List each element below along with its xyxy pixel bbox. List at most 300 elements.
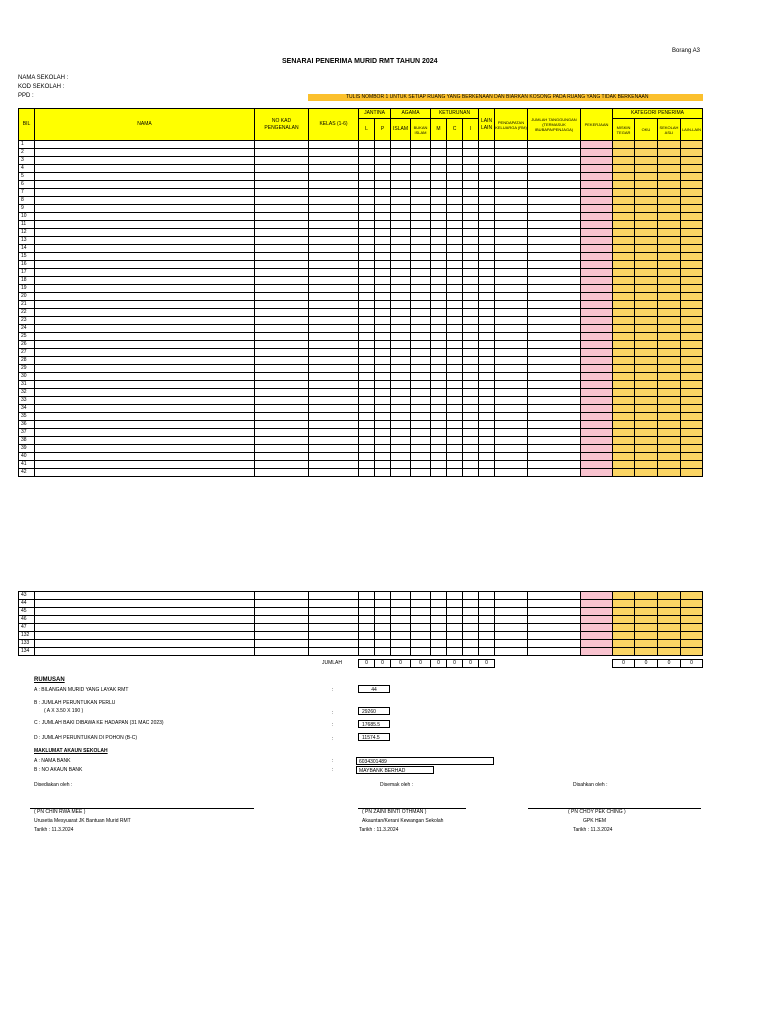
table-cell[interactable]	[375, 381, 391, 389]
table-cell[interactable]	[635, 285, 658, 293]
table-cell[interactable]	[528, 277, 581, 285]
table-cell[interactable]	[447, 277, 463, 285]
table-cell[interactable]	[528, 333, 581, 341]
table-cell[interactable]	[375, 421, 391, 429]
table-cell[interactable]	[658, 157, 681, 165]
table-cell[interactable]	[255, 365, 309, 373]
table-cell[interactable]	[35, 293, 255, 301]
table-cell[interactable]	[391, 389, 411, 397]
table-cell[interactable]	[375, 213, 391, 221]
table-cell[interactable]	[359, 189, 375, 197]
table-cell[interactable]	[613, 301, 635, 309]
table-cell[interactable]	[309, 648, 359, 656]
table-cell[interactable]	[528, 285, 581, 293]
table-cell[interactable]	[35, 181, 255, 189]
table-cell[interactable]	[463, 149, 479, 157]
table-cell[interactable]	[495, 632, 528, 640]
table-cell[interactable]	[411, 213, 431, 221]
table-cell[interactable]	[255, 157, 309, 165]
table-cell[interactable]	[635, 333, 658, 341]
table-cell[interactable]	[681, 648, 703, 656]
table-cell[interactable]	[255, 381, 309, 389]
table-cell[interactable]	[495, 301, 528, 309]
table-cell[interactable]	[255, 421, 309, 429]
table-cell[interactable]	[681, 141, 703, 149]
table-cell[interactable]	[309, 341, 359, 349]
table-cell[interactable]	[658, 309, 681, 317]
table-cell[interactable]	[255, 277, 309, 285]
table-cell[interactable]	[309, 413, 359, 421]
table-cell[interactable]	[681, 413, 703, 421]
table-cell[interactable]	[375, 469, 391, 477]
table-cell[interactable]	[495, 405, 528, 413]
table-cell[interactable]	[391, 221, 411, 229]
table-cell[interactable]	[359, 341, 375, 349]
table-cell[interactable]	[35, 269, 255, 277]
table-cell[interactable]	[681, 317, 703, 325]
table-cell[interactable]	[309, 397, 359, 405]
table-cell[interactable]	[375, 333, 391, 341]
table-cell[interactable]	[411, 461, 431, 469]
table-cell[interactable]	[309, 349, 359, 357]
table-cell[interactable]	[495, 445, 528, 453]
table-cell[interactable]	[431, 397, 447, 405]
table-cell[interactable]	[479, 592, 495, 600]
table-cell[interactable]	[635, 397, 658, 405]
table-cell[interactable]	[391, 309, 411, 317]
table-cell[interactable]	[463, 213, 479, 221]
table-cell[interactable]	[463, 469, 479, 477]
table-cell[interactable]	[391, 624, 411, 632]
table-cell[interactable]	[658, 285, 681, 293]
table-cell[interactable]	[255, 181, 309, 189]
table-cell[interactable]	[375, 592, 391, 600]
table-cell[interactable]	[255, 301, 309, 309]
table-cell[interactable]	[495, 309, 528, 317]
table-cell[interactable]	[681, 165, 703, 173]
table-cell[interactable]	[411, 325, 431, 333]
table-cell[interactable]	[581, 616, 613, 624]
table-cell[interactable]	[255, 632, 309, 640]
table-cell[interactable]	[463, 269, 479, 277]
table-cell[interactable]	[375, 624, 391, 632]
table-cell[interactable]	[658, 213, 681, 221]
table-cell[interactable]	[359, 640, 375, 648]
table-cell[interactable]	[431, 317, 447, 325]
table-cell[interactable]	[479, 293, 495, 301]
table-cell[interactable]	[635, 624, 658, 632]
table-cell[interactable]	[613, 229, 635, 237]
table-cell[interactable]	[479, 325, 495, 333]
table-cell[interactable]	[447, 189, 463, 197]
table-cell[interactable]	[447, 221, 463, 229]
table-cell[interactable]	[375, 600, 391, 608]
table-cell[interactable]	[635, 317, 658, 325]
table-cell[interactable]	[359, 421, 375, 429]
table-cell[interactable]	[479, 381, 495, 389]
table-cell[interactable]	[581, 333, 613, 341]
table-cell[interactable]	[35, 421, 255, 429]
table-cell[interactable]	[255, 229, 309, 237]
table-cell[interactable]	[495, 141, 528, 149]
table-cell[interactable]	[431, 624, 447, 632]
table-cell[interactable]	[255, 197, 309, 205]
table-cell[interactable]	[528, 632, 581, 640]
table-cell[interactable]	[255, 317, 309, 325]
table-cell[interactable]	[447, 413, 463, 421]
table-cell[interactable]	[479, 469, 495, 477]
table-cell[interactable]	[411, 349, 431, 357]
table-cell[interactable]	[255, 397, 309, 405]
table-cell[interactable]	[635, 640, 658, 648]
table-cell[interactable]	[391, 600, 411, 608]
table-cell[interactable]	[431, 445, 447, 453]
table-cell[interactable]	[479, 608, 495, 616]
table-cell[interactable]	[309, 453, 359, 461]
table-cell[interactable]	[359, 205, 375, 213]
table-cell[interactable]	[309, 381, 359, 389]
table-cell[interactable]	[411, 445, 431, 453]
table-cell[interactable]	[309, 197, 359, 205]
table-cell[interactable]	[255, 149, 309, 157]
table-cell[interactable]	[463, 253, 479, 261]
table-cell[interactable]	[411, 592, 431, 600]
table-cell[interactable]	[658, 173, 681, 181]
table-cell[interactable]	[35, 632, 255, 640]
table-cell[interactable]	[479, 253, 495, 261]
table-cell[interactable]	[431, 157, 447, 165]
table-cell[interactable]	[391, 421, 411, 429]
table-cell[interactable]	[309, 365, 359, 373]
table-cell[interactable]	[635, 141, 658, 149]
table-cell[interactable]	[635, 277, 658, 285]
table-cell[interactable]	[528, 253, 581, 261]
table-cell[interactable]	[447, 285, 463, 293]
table-cell[interactable]	[581, 445, 613, 453]
table-cell[interactable]	[255, 245, 309, 253]
table-cell[interactable]	[479, 157, 495, 165]
table-cell[interactable]	[528, 616, 581, 624]
table-cell[interactable]	[463, 640, 479, 648]
table-cell[interactable]	[447, 453, 463, 461]
table-cell[interactable]	[255, 453, 309, 461]
table-cell[interactable]	[581, 632, 613, 640]
table-cell[interactable]	[658, 237, 681, 245]
table-cell[interactable]	[359, 253, 375, 261]
table-cell[interactable]	[635, 381, 658, 389]
table-cell[interactable]	[581, 648, 613, 656]
table-cell[interactable]	[359, 437, 375, 445]
table-cell[interactable]	[35, 624, 255, 632]
table-cell[interactable]	[658, 253, 681, 261]
table-cell[interactable]	[359, 397, 375, 405]
table-cell[interactable]	[359, 277, 375, 285]
table-cell[interactable]	[411, 616, 431, 624]
table-cell[interactable]	[431, 640, 447, 648]
table-cell[interactable]	[635, 632, 658, 640]
table-cell[interactable]	[479, 349, 495, 357]
table-cell[interactable]	[528, 309, 581, 317]
table-cell[interactable]	[411, 205, 431, 213]
table-cell[interactable]	[495, 245, 528, 253]
table-cell[interactable]	[391, 365, 411, 373]
table-cell[interactable]	[681, 325, 703, 333]
table-cell[interactable]	[495, 373, 528, 381]
table-cell[interactable]	[359, 229, 375, 237]
table-cell[interactable]	[375, 221, 391, 229]
table-cell[interactable]	[255, 600, 309, 608]
table-cell[interactable]	[495, 608, 528, 616]
table-cell[interactable]	[463, 245, 479, 253]
table-cell[interactable]	[447, 640, 463, 648]
table-cell[interactable]	[35, 616, 255, 624]
table-cell[interactable]	[447, 309, 463, 317]
table-cell[interactable]	[375, 181, 391, 189]
table-cell[interactable]	[658, 373, 681, 381]
table-cell[interactable]	[613, 173, 635, 181]
table-cell[interactable]	[495, 648, 528, 656]
table-cell[interactable]	[463, 405, 479, 413]
table-cell[interactable]	[613, 261, 635, 269]
table-cell[interactable]	[309, 293, 359, 301]
table-cell[interactable]	[255, 624, 309, 632]
table-cell[interactable]	[411, 648, 431, 656]
table-cell[interactable]	[495, 237, 528, 245]
table-cell[interactable]	[309, 405, 359, 413]
table-cell[interactable]	[635, 469, 658, 477]
table-cell[interactable]	[479, 213, 495, 221]
table-cell[interactable]	[581, 317, 613, 325]
table-cell[interactable]	[495, 592, 528, 600]
table-cell[interactable]	[681, 189, 703, 197]
table-cell[interactable]	[35, 373, 255, 381]
table-cell[interactable]	[411, 317, 431, 325]
table-cell[interactable]	[495, 317, 528, 325]
table-cell[interactable]	[431, 461, 447, 469]
table-cell[interactable]	[411, 600, 431, 608]
table-cell[interactable]	[581, 413, 613, 421]
table-cell[interactable]	[479, 357, 495, 365]
table-cell[interactable]	[391, 141, 411, 149]
table-cell[interactable]	[255, 389, 309, 397]
table-cell[interactable]	[581, 624, 613, 632]
table-cell[interactable]	[431, 229, 447, 237]
table-cell[interactable]	[528, 325, 581, 333]
table-cell[interactable]	[359, 141, 375, 149]
table-cell[interactable]	[35, 205, 255, 213]
table-cell[interactable]	[375, 461, 391, 469]
table-cell[interactable]	[375, 261, 391, 269]
table-cell[interactable]	[391, 237, 411, 245]
table-cell[interactable]	[613, 197, 635, 205]
table-cell[interactable]	[375, 197, 391, 205]
table-cell[interactable]	[479, 165, 495, 173]
table-cell[interactable]	[613, 357, 635, 365]
table-cell[interactable]	[635, 648, 658, 656]
table-cell[interactable]	[658, 229, 681, 237]
table-cell[interactable]	[658, 469, 681, 477]
table-cell[interactable]	[359, 365, 375, 373]
table-cell[interactable]	[391, 640, 411, 648]
table-cell[interactable]	[35, 397, 255, 405]
table-cell[interactable]	[255, 648, 309, 656]
table-cell[interactable]	[635, 405, 658, 413]
table-cell[interactable]	[391, 469, 411, 477]
table-cell[interactable]	[581, 437, 613, 445]
table-cell[interactable]	[375, 397, 391, 405]
table-cell[interactable]	[463, 461, 479, 469]
table-cell[interactable]	[479, 445, 495, 453]
table-cell[interactable]	[411, 381, 431, 389]
table-cell[interactable]	[581, 157, 613, 165]
table-cell[interactable]	[635, 325, 658, 333]
table-cell[interactable]	[411, 285, 431, 293]
table-cell[interactable]	[581, 149, 613, 157]
table-cell[interactable]	[528, 237, 581, 245]
table-cell[interactable]	[35, 221, 255, 229]
table-cell[interactable]	[359, 413, 375, 421]
table-cell[interactable]	[681, 173, 703, 181]
table-cell[interactable]	[309, 261, 359, 269]
table-cell[interactable]	[255, 357, 309, 365]
table-cell[interactable]	[309, 389, 359, 397]
table-cell[interactable]	[613, 624, 635, 632]
table-cell[interactable]	[255, 405, 309, 413]
table-cell[interactable]	[411, 237, 431, 245]
table-cell[interactable]	[681, 616, 703, 624]
table-cell[interactable]	[528, 197, 581, 205]
table-cell[interactable]	[528, 389, 581, 397]
table-cell[interactable]	[447, 349, 463, 357]
table-cell[interactable]	[581, 213, 613, 221]
table-cell[interactable]	[255, 333, 309, 341]
table-cell[interactable]	[431, 349, 447, 357]
table-cell[interactable]	[391, 632, 411, 640]
table-cell[interactable]	[359, 445, 375, 453]
table-cell[interactable]	[681, 245, 703, 253]
table-cell[interactable]	[447, 624, 463, 632]
table-cell[interactable]	[391, 317, 411, 325]
table-cell[interactable]	[479, 341, 495, 349]
table-cell[interactable]	[581, 381, 613, 389]
table-cell[interactable]	[635, 461, 658, 469]
table-cell[interactable]	[375, 445, 391, 453]
table-cell[interactable]	[309, 624, 359, 632]
table-cell[interactable]	[375, 149, 391, 157]
table-cell[interactable]	[528, 421, 581, 429]
table-cell[interactable]	[359, 285, 375, 293]
table-cell[interactable]	[581, 293, 613, 301]
table-cell[interactable]	[681, 237, 703, 245]
table-cell[interactable]	[431, 616, 447, 624]
table-cell[interactable]	[255, 253, 309, 261]
table-cell[interactable]	[255, 261, 309, 269]
table-cell[interactable]	[528, 453, 581, 461]
table-cell[interactable]	[411, 469, 431, 477]
table-cell[interactable]	[479, 229, 495, 237]
table-cell[interactable]	[447, 317, 463, 325]
table-cell[interactable]	[391, 285, 411, 293]
table-cell[interactable]	[658, 461, 681, 469]
table-cell[interactable]	[635, 221, 658, 229]
table-cell[interactable]	[255, 445, 309, 453]
table-cell[interactable]	[431, 301, 447, 309]
table-cell[interactable]	[613, 600, 635, 608]
table-cell[interactable]	[359, 317, 375, 325]
table-cell[interactable]	[255, 616, 309, 624]
table-cell[interactable]	[658, 293, 681, 301]
table-cell[interactable]	[411, 149, 431, 157]
table-cell[interactable]	[581, 453, 613, 461]
table-cell[interactable]	[681, 333, 703, 341]
table-cell[interactable]	[463, 616, 479, 624]
table-cell[interactable]	[495, 453, 528, 461]
table-cell[interactable]	[528, 165, 581, 173]
table-cell[interactable]	[359, 165, 375, 173]
table-cell[interactable]	[391, 277, 411, 285]
table-cell[interactable]	[479, 197, 495, 205]
table-cell[interactable]	[463, 189, 479, 197]
table-cell[interactable]	[391, 453, 411, 461]
table-cell[interactable]	[309, 325, 359, 333]
table-cell[interactable]	[581, 389, 613, 397]
table-cell[interactable]	[309, 469, 359, 477]
table-cell[interactable]	[613, 333, 635, 341]
table-cell[interactable]	[411, 221, 431, 229]
table-cell[interactable]	[375, 325, 391, 333]
table-cell[interactable]	[391, 461, 411, 469]
table-cell[interactable]	[375, 413, 391, 421]
table-cell[interactable]	[581, 469, 613, 477]
table-cell[interactable]	[635, 173, 658, 181]
table-cell[interactable]	[613, 373, 635, 381]
table-cell[interactable]	[681, 365, 703, 373]
table-cell[interactable]	[635, 365, 658, 373]
table-cell[interactable]	[447, 421, 463, 429]
table-cell[interactable]	[681, 389, 703, 397]
table-cell[interactable]	[309, 421, 359, 429]
table-cell[interactable]	[431, 293, 447, 301]
table-cell[interactable]	[658, 453, 681, 461]
table-cell[interactable]	[391, 357, 411, 365]
table-cell[interactable]	[581, 309, 613, 317]
table-cell[interactable]	[613, 285, 635, 293]
table-cell[interactable]	[681, 269, 703, 277]
table-cell[interactable]	[658, 357, 681, 365]
table-cell[interactable]	[495, 277, 528, 285]
table-cell[interactable]	[495, 221, 528, 229]
table-cell[interactable]	[658, 325, 681, 333]
table-cell[interactable]	[447, 229, 463, 237]
table-cell[interactable]	[255, 461, 309, 469]
table-cell[interactable]	[528, 381, 581, 389]
table-cell[interactable]	[391, 269, 411, 277]
table-cell[interactable]	[255, 429, 309, 437]
table-cell[interactable]	[309, 592, 359, 600]
table-cell[interactable]	[681, 309, 703, 317]
table-cell[interactable]	[681, 592, 703, 600]
table-cell[interactable]	[681, 397, 703, 405]
table-cell[interactable]	[309, 277, 359, 285]
table-cell[interactable]	[447, 181, 463, 189]
table-cell[interactable]	[681, 181, 703, 189]
table-cell[interactable]	[35, 237, 255, 245]
table-cell[interactable]	[359, 608, 375, 616]
table-cell[interactable]	[528, 181, 581, 189]
table-cell[interactable]	[681, 293, 703, 301]
table-cell[interactable]	[463, 429, 479, 437]
table-cell[interactable]	[463, 632, 479, 640]
